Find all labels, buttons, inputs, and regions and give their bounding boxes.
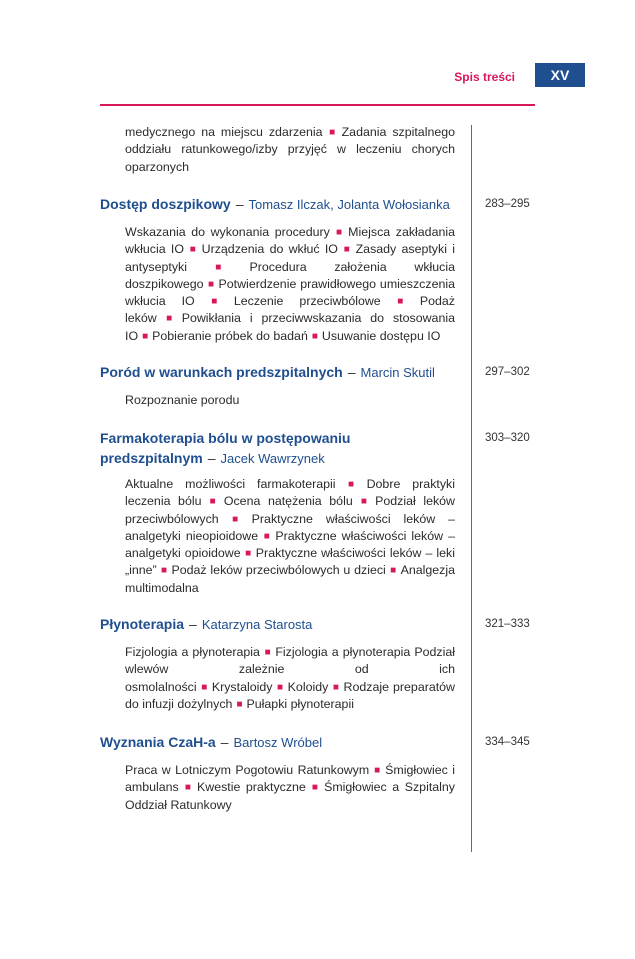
bullet-separator-icon: ■ [207,278,215,290]
section-pages: 334–345 [485,736,530,748]
page-column-rule [471,125,472,852]
bullet-separator-icon: ■ [160,313,178,325]
intro-items [125,124,455,176]
list-item: Praktyczne właściwości leków – analgetyki opioidowe [125,528,455,561]
list-item: Miejsca zakładania wkłucia IO [125,225,455,257]
list-item: Analgezja multimodalna [125,563,456,595]
running-header-title: Spis treści [454,70,515,84]
list-item: Praktyczne właściwości leków – leki „inne” [125,546,456,578]
list-item: Fizjologia a płynoterapia [125,645,260,659]
section-items [125,392,455,409]
section-pages: 321–333 [485,618,530,630]
bullet-separator-icon: ■ [311,330,318,342]
list-item: Ocena natężenia bólu [223,494,353,509]
bullet-separator-icon: ■ [373,765,382,776]
bullet-separator-icon: ■ [341,244,352,256]
list-item: Procedura założenia wkłucia doszpikowego [125,259,455,291]
bullet-separator-icon: ■ [142,330,149,342]
list-item: Fizjologia a płynoterapia Podział wlewów zależnie od ich osmolalności [125,645,455,694]
section-title: Dostęp doszpikowy [100,196,231,212]
section-title: Farmakoterapia bólu w postępowaniu predszpitalnym [100,430,351,466]
section-authors: Bartosz Wróbel [233,735,323,750]
bullet-separator-icon: ■ [339,479,363,490]
list-item: Wskazania do wykonania procedury [125,225,330,239]
bullet-separator-icon: ■ [332,681,340,693]
bullet-separator-icon: ■ [160,565,168,577]
page-number-badge: XV [535,63,585,87]
list-item: Rodzaje preparatów do infuzji dożylnych [125,679,456,711]
section-title: Poród w warunkach predszpitalnych [100,364,343,380]
bullet-separator-icon: ■ [200,681,208,693]
bullet-separator-icon: ■ [244,548,252,560]
section-authors: Katarzyna Starosta [201,617,313,632]
bullet-separator-icon: ■ [205,496,220,508]
bullet-separator-icon: ■ [187,244,198,256]
list-item: Koloidy [287,679,329,694]
section-title: Wyznania CzaH-a [100,734,216,750]
list-item: Dobre praktyki leczenia bólu [125,477,455,509]
list-item: Śmigłowiec a Szpitalny Oddział Ratunkowy [125,780,455,812]
list-item: Pobieranie próbek do badań [152,328,308,343]
section-heading[interactable]: Poród w warunkach predszpitalnych – Marcin Skutil [100,364,435,380]
bullet-separator-icon: ■ [356,496,372,508]
bullet-separator-icon: ■ [190,261,246,273]
section-authors: Jacek Wawrzynek [220,451,325,466]
bullet-separator-icon: ■ [236,698,243,710]
bullet-separator-icon: ■ [333,227,345,238]
list-item: Praktyczne właściwości leków – analgetyki nieopioidowe [125,511,455,543]
list-item: Rozpoznanie porodu [125,393,240,407]
section-items [125,224,455,345]
section-items [125,762,455,814]
list-item: medycznego na miejscu zdarzenia [125,125,323,139]
section-pages: 283–295 [485,198,530,210]
bullet-separator-icon: ■ [384,296,416,308]
list-item: Podaż leków [125,294,455,326]
list-item: Krystaloidy [211,679,273,694]
list-item: Podaż leków przeciwbólowych u dzieci [171,563,386,578]
bullet-separator-icon: ■ [263,647,272,658]
section-pages: 297–302 [485,366,530,378]
section-items [125,644,455,713]
bullet-separator-icon: ■ [326,127,338,138]
section-pages: 303–320 [485,432,530,444]
section-heading[interactable]: Farmakoterapia bólu w postępowaniu predszpitalnym – Jacek Wawrzynek [100,430,351,466]
section-items [125,476,455,597]
bullet-separator-icon: ■ [276,681,284,693]
list-item: Zasady aseptyki i antyseptyki [125,242,455,274]
section-title: Płynoterapia [100,616,185,632]
list-item: Śmigłowiec i ambulans [125,763,455,795]
list-item: Pułapki płynoterapii [246,696,354,711]
section-heading[interactable]: Wyznania CzaH-a – Bartosz Wróbel [100,734,323,750]
list-item: Leczenie przeciwbólowe [233,294,381,309]
bullet-separator-icon: ■ [182,782,193,794]
bullet-separator-icon: ■ [262,530,272,542]
header-rule [100,104,535,106]
list-item: Aktualne możliwości farmakoterapii [125,477,336,491]
list-item: Powikłania i przeciwwskazania do stosowania IO [125,311,455,343]
list-item: Usuwanie dostępu IO [321,328,441,343]
section-authors: Tomasz Ilczak, Jolanta Wołosianka [248,197,450,212]
list-item: Kwestie praktyczne [196,780,306,795]
bullet-separator-icon: ■ [389,565,397,577]
bullet-separator-icon: ■ [309,782,321,794]
list-item: Urządzenia do wkłuć IO [201,242,338,257]
section-authors: Marcin Skutil [360,365,435,380]
list-item: Podział leków przeciwbólowych [125,494,455,526]
list-item: Potwierdzenie prawidłowego umieszczenia wkłucia IO [125,276,455,309]
list-item: Zadania szpitalnego oddziału ratunkowego/izby przyjęć w leczeniu chorych oparzonych [125,125,456,174]
bullet-separator-icon: ■ [198,296,230,308]
list-item: Praca w Lotniczym Pogotowiu Ratunkowym [125,763,370,777]
section-heading[interactable]: Płynoterapia – Katarzyna Starosta [100,616,313,632]
section-heading[interactable]: Dostęp doszpikowy – Tomasz Ilczak, Jolanta Wołosianka [100,196,450,212]
bullet-separator-icon: ■ [222,513,248,525]
